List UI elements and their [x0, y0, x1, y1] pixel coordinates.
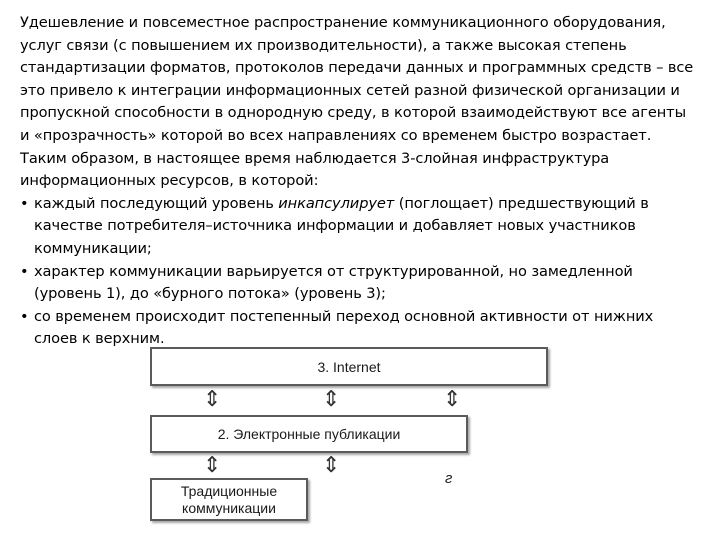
text-content [20, 12, 696, 351]
bullet-text: со временем происходит постепенный переход основной активности от нижних слоев к верхним. [34, 307, 654, 348]
bullet-item-encapsulation [20, 193, 696, 261]
bullet-text: характер коммуникации варьируется от структурированной, но замедленной (уровень 1), до «бурного потока» (уровень 3); [34, 262, 633, 303]
double-arrow-icon: ⇕ [322, 453, 341, 478]
double-arrow-icon: ⇕ [203, 453, 222, 478]
summary-paragraph: Таким образом, в настоящее время наблюдается 3-слойная инфраструктура информационных ресурсов, в которой: [20, 149, 610, 190]
double-arrow-icon: ⇕ [443, 387, 462, 412]
bullet-text-part: (поглощает) предшествующий в качестве потребителя–источника информации и добавляет новых участников коммуникации; [34, 194, 649, 257]
intro-paragraph: Удешевление и повсеместное распространение коммуникационного оборудования, услуг связи (с повышением их производительности), а также высокая степень стандартизации форматов, протоколов передачи данных и программных средств – все это привело к интеграции информационных сетей разной физической организации и пропускной способности в однородную среду, в которой взаимодействуют все агенты и «прозрачность» которой во всех направлениях со временем быстро возрастает. [20, 14, 694, 144]
double-arrow-icon: ⇕ [203, 387, 222, 412]
level-3-internet-box: 3. Internet [150, 347, 548, 386]
bullet-marker: • [20, 262, 29, 280]
bullet-marker: • [20, 307, 29, 325]
bullet-item-activity-shift [20, 306, 696, 351]
bullet-marker: • [20, 194, 29, 212]
bullet-text [34, 193, 696, 261]
level-1-traditional-box: Традиционные коммуникации [150, 478, 308, 521]
emphasized-term: инкапсулирует [278, 194, 395, 212]
stray-letter: г [445, 470, 453, 487]
double-arrow-icon: ⇕ [322, 387, 341, 412]
bullet-text-part: каждый последующий уровень [34, 194, 279, 212]
bullet-item-communication-character [20, 261, 696, 306]
level-2-publications-box: 2. Электронные публикации [150, 415, 468, 453]
